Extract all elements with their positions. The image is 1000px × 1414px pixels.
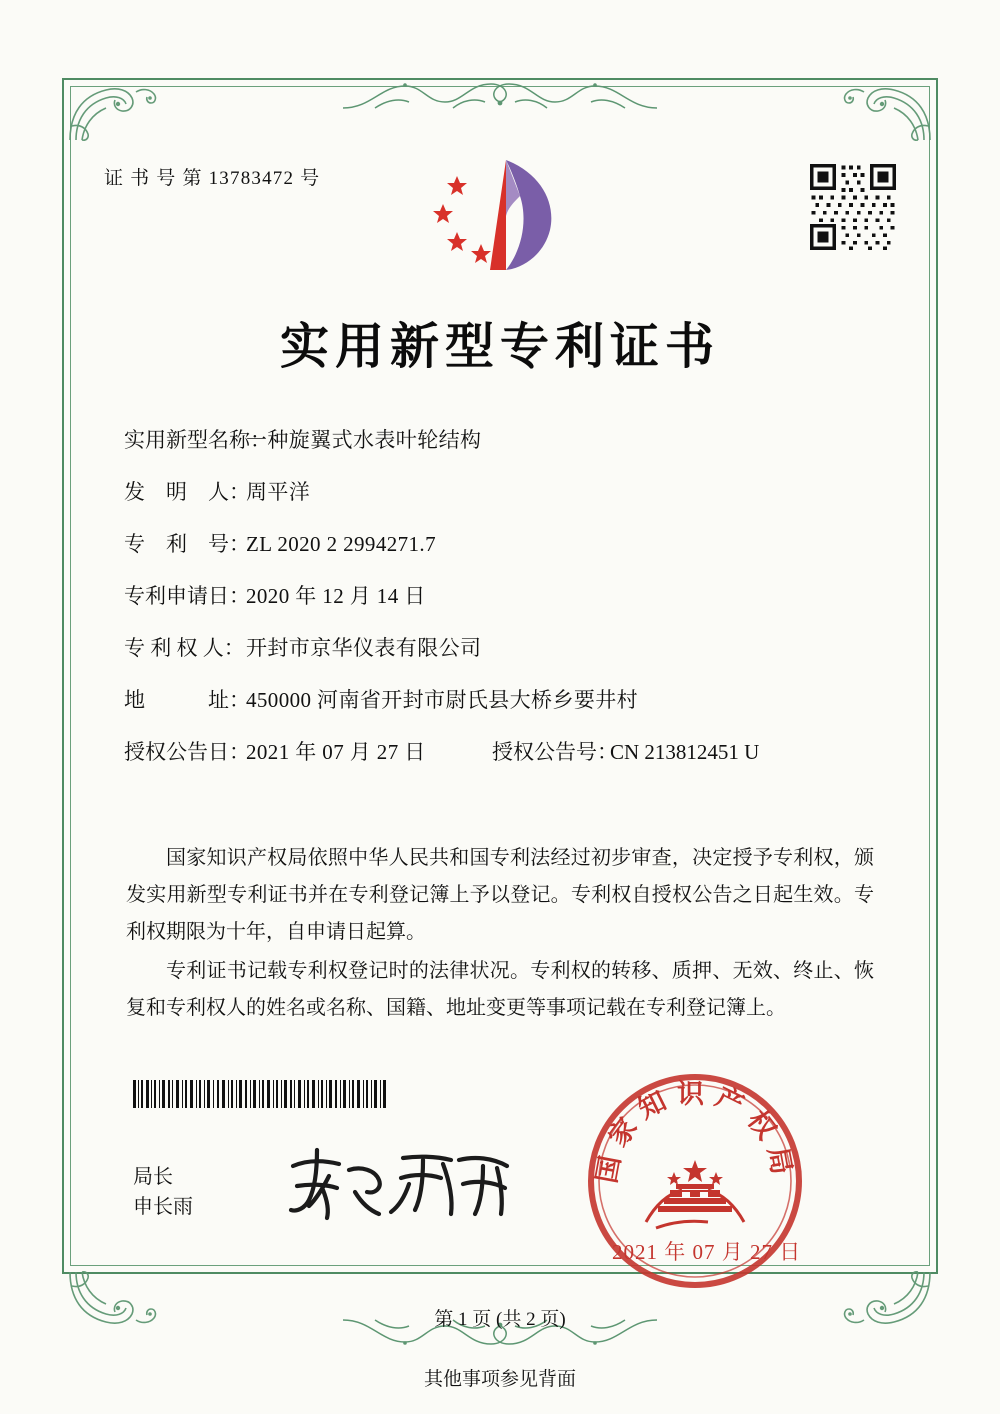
field-value: 450000 河南省开封市尉氏县大桥乡要井村 [246,688,639,712]
field-label: 地 址： [124,688,250,712]
field-label: 实用新型名称： [124,428,271,452]
signature-block [133,1162,193,1222]
svg-text:国家知识产权局: 国家知识产权局 [591,1079,799,1186]
handwritten-signature-icon [283,1140,523,1226]
page-indicator: 第 1 页 (共 2 页) [434,1309,566,1330]
field-value: 2021 年 07 月 27 日 [246,740,426,764]
signature-role: 局长 [133,1166,173,1188]
field-label: 专利申请日： [124,584,250,608]
signature-name: 申长雨 [133,1196,193,1218]
field-value: ZL 2020 2 2994271.7 [246,532,436,556]
cnipa-logo-icon [410,152,590,278]
field-row [124,690,884,711]
field-row [124,586,884,607]
corner-ornament-icon [66,80,158,144]
field-row [124,430,884,451]
field-row-publication [124,742,884,763]
paragraph: 专利证书记载专利权登记时的法律状况。专利权的转移、质押、无效、终止、恢复和专利权人的姓名或名称、国籍、地址变更等事项记载在专利登记簿上。 [126,960,874,1019]
field-value: 2020 年 12 月 14 日 [246,584,426,608]
top-ornament-icon [335,72,665,116]
field-value: 一种旋翼式水表叶轮结构 [246,428,482,452]
field-label: 发 明 人： [124,480,250,504]
field-label: 专 利 权 人： [124,636,245,660]
footer-note: 其他事项参见背面 [423,1369,576,1390]
field-value: 开封市京华仪表有限公司 [246,636,482,660]
field-value: 周平洋 [246,480,311,504]
paragraph: 国家知识产权局依照中华人民共和国专利法经过初步审查，决定授予专利权，颁发实用新型专利证书并在专利登记簿上予以登记。专利权自授权公告之日起生效。专利权期限为十年，自申请日起算。 [126,847,874,943]
certificate-number: 证 书 号 第 13783472 号 [104,168,321,189]
field-row [124,482,884,503]
field-label: 授权公告日： [124,740,250,764]
seal-date: 2021 年 07 月 27 日 [612,1240,802,1264]
page-title: 实用新型专利证书 [279,317,720,375]
field-list [124,430,884,794]
qr-code-icon [806,160,900,254]
field-label: 专 利 号： [124,532,250,556]
barcode-icon [133,1080,388,1108]
field-label: 授权公告号： [492,740,618,764]
field-value: CN 213812451 U [610,740,760,764]
legal-text [126,840,874,1029]
field-row [124,534,884,555]
corner-ornament-icon [842,80,934,144]
field-row [124,638,884,659]
